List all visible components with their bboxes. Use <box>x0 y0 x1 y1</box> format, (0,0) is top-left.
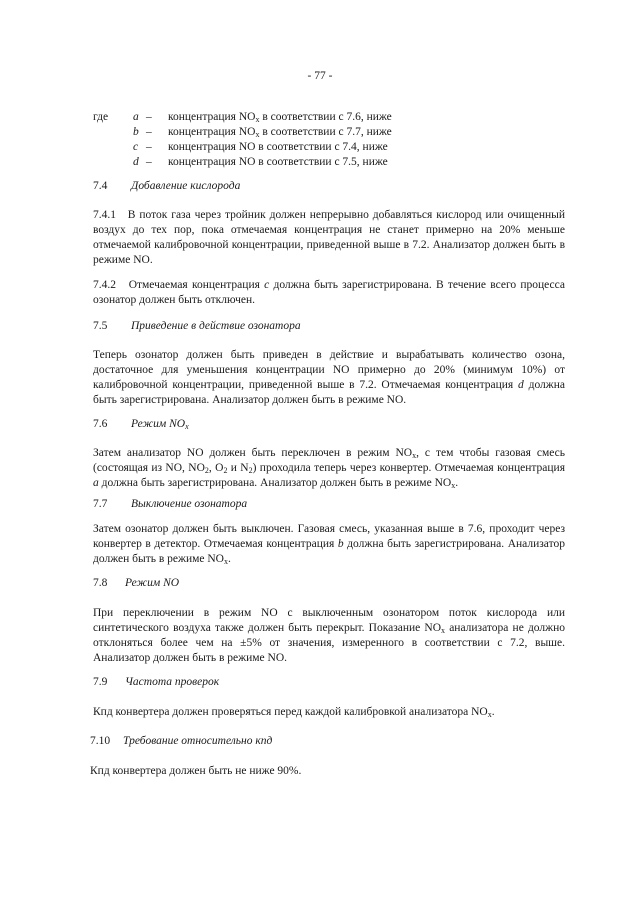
section-number: 7.7 <box>93 498 108 510</box>
section-number: 7.8 <box>93 577 108 589</box>
where-word: где <box>93 111 109 123</box>
paragraph-7-8: При переключении в режим NO с выключенным озонатором поток кислорода или синтетического воздуха также должен быть перекрыт. Показание $NO_x$ анализатора не должно отклоняться более чем на ±5% от значения, измеренного в соответствии с 7.2, выше. Анализатор должен быть в режиме NO. <box>93 607 565 664</box>
section-heading-7-4 <box>93 180 393 195</box>
definition-text: концентрация $NO_x$ в соответствии с 7.6, ниже <box>168 111 392 124</box>
section-heading-7-7 <box>93 498 393 513</box>
section-heading-7-9 <box>93 676 393 691</box>
section-number: 7.9 <box>93 676 108 688</box>
section-title: Добавление кислорода <box>131 180 241 192</box>
dash: – <box>146 111 152 123</box>
paragraph-7-7: Затем озонатор должен быть выключен. Газовая смесь, указанная выше в 7.6, проходит через конвертер в детектор. Отмечаемая концентрация b должна быть зарегистрирована. Анализатор должен быть в режиме $NO_x$. <box>93 523 565 566</box>
section-number: 7.5 <box>93 320 108 332</box>
dash: – <box>146 141 152 153</box>
paragraph-7-4-2: 7.4.2 Отмечаемая концентрация c должна быть зарегистрирована. В течение всего процесса озонатор должен быть отключен. <box>93 279 566 306</box>
page-number: - 77 - <box>307 70 333 82</box>
section-heading-7-6 <box>93 418 393 433</box>
paragraph-7-5: Теперь озонатор должен быть приведен в действие и вырабатывать количество озона, достаточное для уменьшения концентрации NO примерно до 20% (минимум 10%) от калибровочной концентрации, приведенной выше в 7.2. Отмечаемая концентрация d должна быть зарегистрирована. Анализатор должен быть в режиме NO. <box>93 349 565 406</box>
variable-d: d <box>133 156 139 168</box>
section-title: Режим $NO_x$ <box>131 418 189 431</box>
section-number: 7.4 <box>93 180 108 192</box>
variable-c: c <box>133 141 139 153</box>
section-title: Режим NO <box>125 577 180 589</box>
paragraph-7-9: Кпд конвертера должен проверяться перед каждой калибровкой анализатора $NO_x$. <box>93 706 495 719</box>
section-heading-7-10 <box>90 735 390 750</box>
dash: – <box>146 156 152 168</box>
paragraph-7-4-1: 7.4.1 В поток газа через тройник должен непрерывно добавляться кислород или очищенный воздух до тех пор, пока отмечаемая концентрация не станет примерно на 20% меньше отмечаемой калибровочной концентрации, приведенной выше в 7.2. Анализатор должен быть в режиме NO. <box>93 209 566 266</box>
section-heading-7-8 <box>93 577 393 592</box>
definition-text: концентрация NO в соответствии с 7.5, ниже <box>168 156 388 168</box>
section-title: Частота проверок <box>125 676 220 688</box>
section-title: Выключение озонатора <box>131 498 248 510</box>
section-title: Требование относительно кпд <box>123 735 273 747</box>
definition-text: концентрация $NO_x$ в соответствии с 7.7, ниже <box>168 126 392 139</box>
dash: – <box>146 126 152 138</box>
paragraph-number: 7.4.2 <box>93 279 116 291</box>
variable-b: b <box>133 126 139 138</box>
paragraph-number: 7.4.1 <box>93 209 116 221</box>
section-number: 7.6 <box>93 418 108 430</box>
variable-a: a <box>133 111 139 123</box>
definition-text: концентрация NO в соответствии с 7.4, ниже <box>168 141 388 153</box>
paragraph-7-6: Затем анализатор NO должен быть переключен в режим $NO_x$, с тем чтобы газовая смесь (состоящая из NO, $NO_2$, $O_2$ и $N_2$) проходила теперь через конвертер. Отмечаемая концентрация a должна быть зарегистрирована. Анализатор должен быть в режиме $NO_x$. <box>93 447 566 490</box>
section-number: 7.10 <box>90 735 111 747</box>
section-title: Приведение в действие озонатора <box>131 320 301 332</box>
paragraph-7-10: Кпд конвертера должен быть не ниже 90%. <box>90 765 302 777</box>
section-heading-7-5 <box>93 320 393 335</box>
